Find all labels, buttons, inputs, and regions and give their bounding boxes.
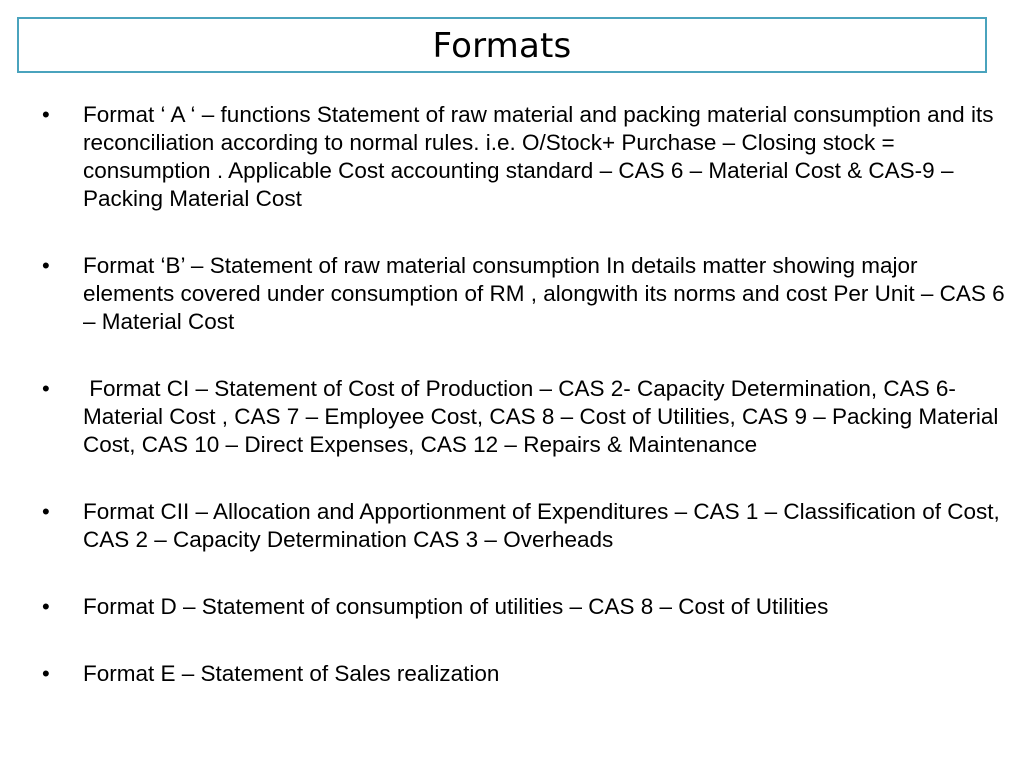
- bullet-text: Format CI – Statement of Cost of Production – CAS 2- Capacity Determination, CAS 6- Material Cost , CAS 7 – Employee Cost, CAS 8 – Cost of Utilities, CAS 9 – Packing Material Cost, CAS 10 – Direct Expenses, CAS 12 – Repairs & Maintenance: [83, 376, 1005, 457]
- bullet-item-format-b: [40, 252, 1005, 336]
- bullet-list: [40, 101, 1005, 688]
- bullet-dot-icon: •: [42, 253, 50, 278]
- slide-title: Formats: [432, 26, 572, 66]
- bullet-item-format-cii: [40, 498, 1005, 554]
- bullet-text: Format CII – Allocation and Apportionment of Expenditures – CAS 1 – Classification of Cost, CAS 2 – Capacity Determination CAS 3 – Overheads: [83, 499, 1000, 552]
- bullet-item-format-a: [40, 101, 1005, 213]
- bullet-text: Format D – Statement of consumption of utilities – CAS 8 – Cost of Utilities: [83, 594, 829, 619]
- bullet-dot-icon: •: [42, 661, 50, 686]
- bullet-text: Format ‘ A ‘ – functions Statement of raw material and packing material consumption and its reconciliation according to normal rules. i.e. O/Stock+ Purchase – Closing stock = consumption . Applicable Cost accounting standard – CAS 6 – Material Cost & CAS-9 – Packing Material Cost: [83, 102, 994, 211]
- bullet-item-format-e: [40, 660, 1005, 688]
- bullet-item-format-d: [40, 593, 1005, 621]
- bullet-dot-icon: •: [42, 102, 50, 127]
- title-box: [17, 17, 987, 73]
- bullet-dot-icon: •: [42, 499, 50, 524]
- bullet-text: Format ‘B’ – Statement of raw material consumption In details matter showing major elements covered under consumption of RM , alongwith its norms and cost Per Unit – CAS 6 – Material Cost: [83, 253, 1005, 334]
- bullet-dot-icon: •: [42, 594, 50, 619]
- bullet-text: Format E – Statement of Sales realization: [83, 661, 500, 686]
- bullet-dot-icon: •: [42, 376, 50, 401]
- bullet-item-format-ci: [40, 375, 1005, 459]
